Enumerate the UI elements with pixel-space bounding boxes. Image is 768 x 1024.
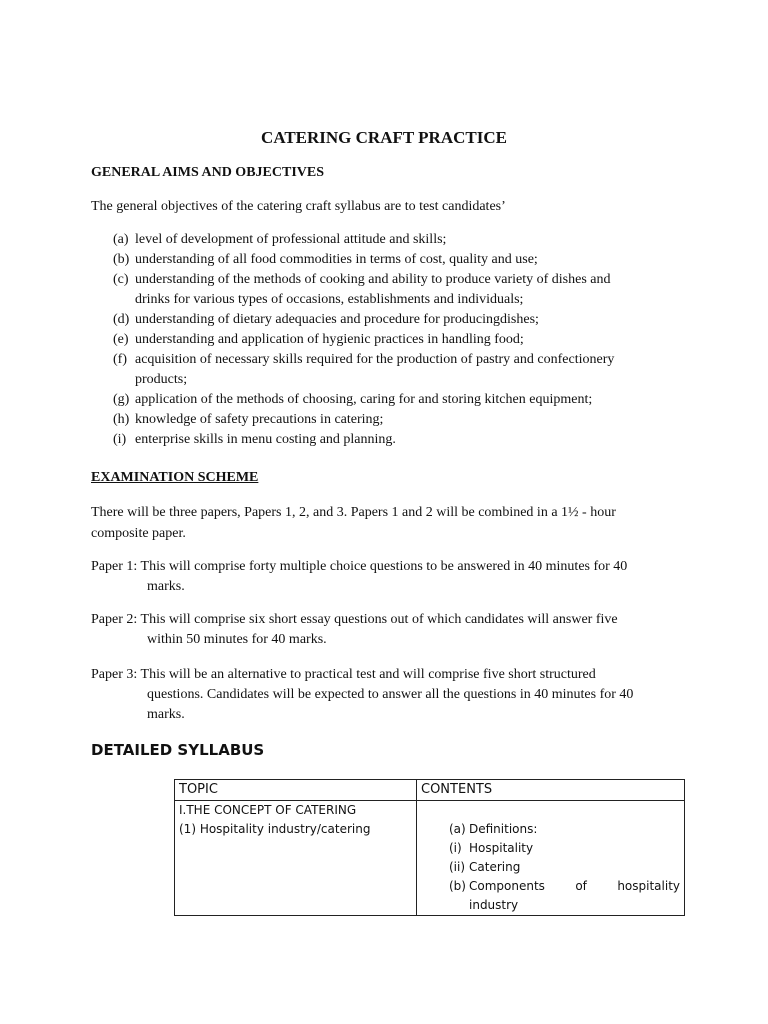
column-header-topic: TOPIC: [175, 780, 417, 801]
topic-cell: [175, 801, 417, 916]
list-item-continuation: industry: [469, 898, 519, 912]
list-item: (b) Components of hospitality: [449, 879, 680, 893]
exam-heading: EXAMINATION SCHEME: [91, 470, 259, 485]
list-item: (ii) Catering: [449, 860, 521, 874]
topic-heading: I.THE CONCEPT OF CATERING: [179, 803, 357, 817]
list-item: (a) level of development of professional attitude and skills;: [113, 232, 447, 247]
exam-intro-line: composite paper.: [91, 526, 186, 541]
contents-cell: [417, 801, 685, 916]
list-item: (g) application of the methods of choosing, caring for and storing kitchen equipment;: [113, 392, 593, 407]
aims-heading: GENERAL AIMS AND OBJECTIVES: [91, 165, 325, 180]
list-item: (c) understanding of the methods of cooking and ability to produce variety of dishes and drinks for various types of occasions, establishments and individuals;: [113, 272, 611, 307]
intro-paragraph: The general objectives of the catering craft syllabus are to test candidates’: [91, 199, 506, 214]
syllabus-heading: DETAILED SYLLABUS: [91, 741, 265, 759]
list-item: (i) Hospitality: [449, 841, 534, 855]
column-header-contents: CONTENTS: [417, 780, 685, 801]
list-item: (d) understanding of dietary adequacies and procedure for producingdishes;: [113, 312, 539, 327]
list-item: (b) understanding of all food commodities in terms of cost, quality and use;: [113, 252, 538, 267]
document-title: CATERING CRAFT PRACTICE: [261, 128, 507, 147]
list-item: (i) enterprise skills in menu costing and planning.: [113, 432, 396, 447]
topic-subheading: (1) Hospitality industry/catering: [179, 822, 371, 836]
objectives-list: [113, 230, 614, 450]
paper-2-description: Paper 2: This will comprise six short essay questions out of which candidates will answer five within 50 minutes for 40 marks.: [91, 612, 618, 647]
exam-intro-line: There will be three papers, Papers 1, 2, and 3. Papers 1 and 2 will be combined in a 1½ - hour: [91, 505, 616, 520]
list-item: (h) knowledge of safety precautions in catering;: [113, 412, 384, 427]
paper-3-description: Paper 3: This will be an alternative to practical test and will comprise five short structured questions. Candidates will be expected to answer all the questions in 40 minutes for 40 marks.: [91, 667, 634, 722]
list-item: (a) Definitions:: [449, 822, 538, 836]
list-item: (f) acquisition of necessary skills required for the production of pastry and confectionery products;: [113, 352, 615, 387]
list-item: (e) understanding and application of hygienic practices in handling food;: [113, 332, 524, 347]
table-row: [175, 801, 685, 916]
syllabus-table: [174, 779, 685, 916]
exam-intro: [91, 502, 616, 544]
table-header-row: [175, 780, 685, 801]
paper-1-description: Paper 1: This will comprise forty multiple choice questions to be answered in 40 minutes for 40 marks.: [91, 559, 628, 594]
